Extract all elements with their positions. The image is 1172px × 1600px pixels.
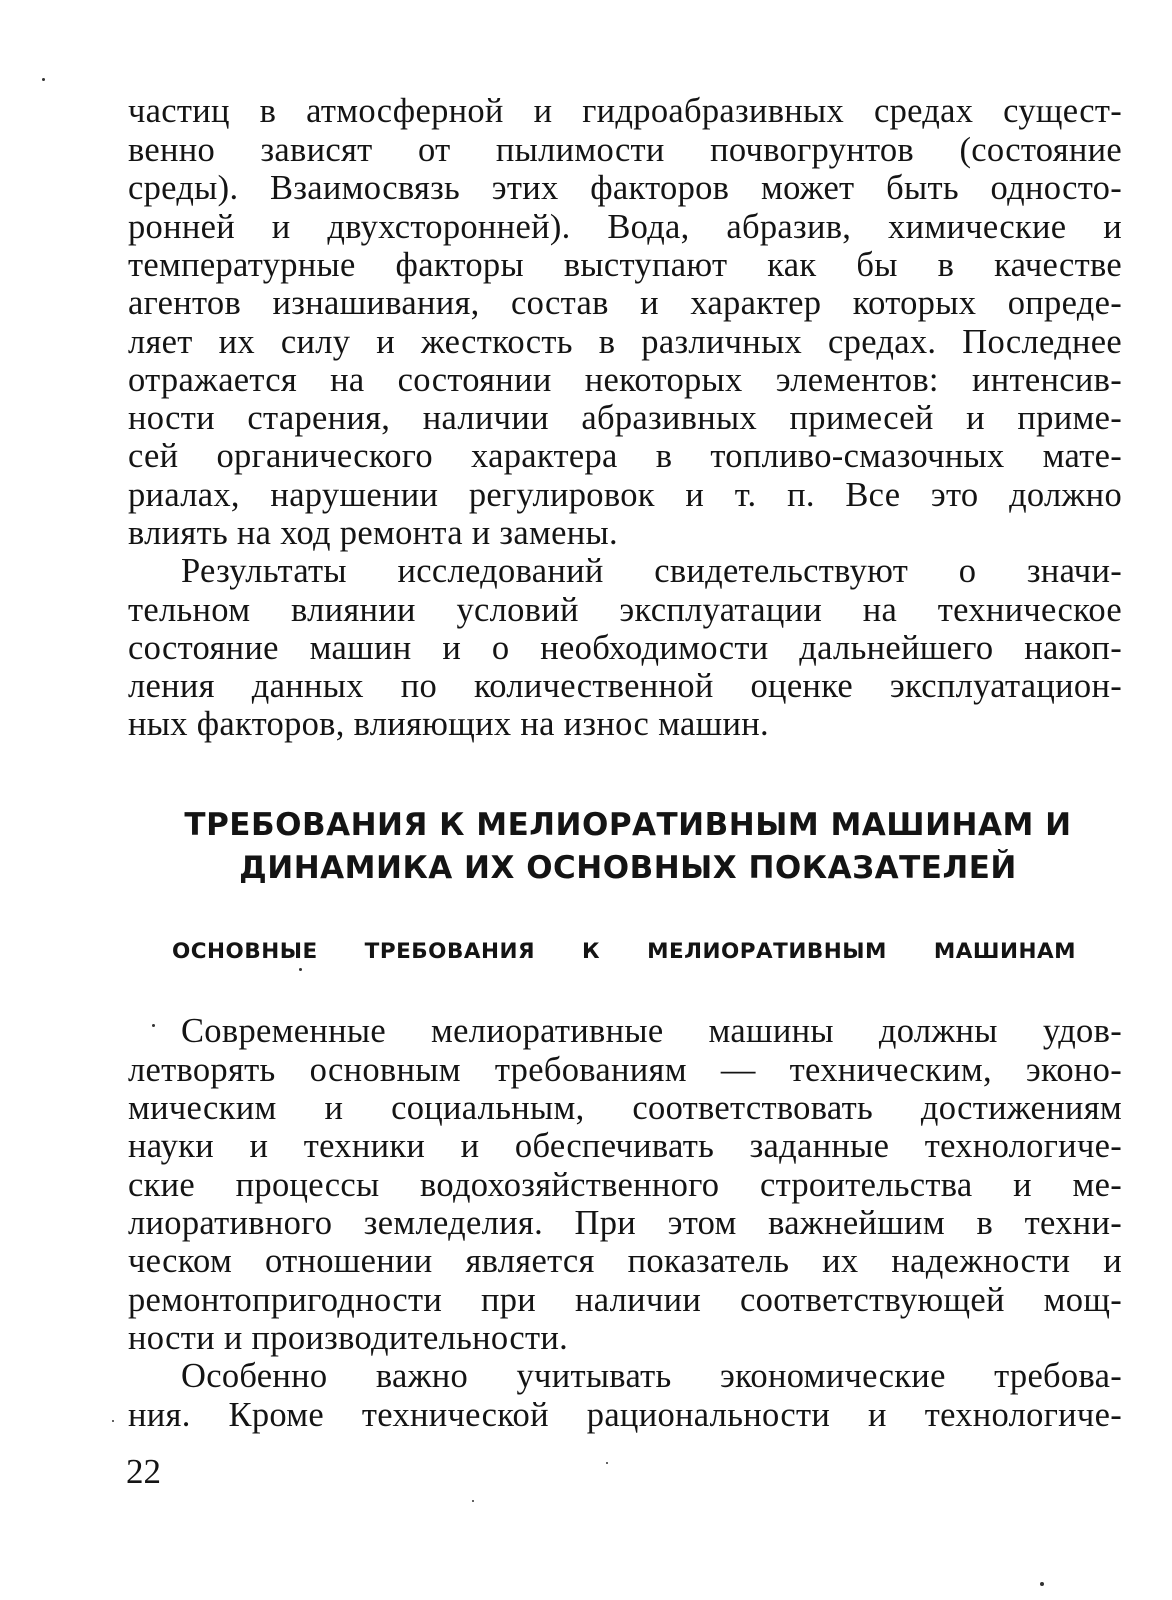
subsection-heading: ОСНОВНЫЕ ТРЕБОВАНИЯ К МЕЛИОРАТИВНЫМ МАШИНАМ (172, 939, 1076, 964)
text-line: ронней и двухсторонней). Вода, абразив, химические и (128, 208, 1122, 246)
text-line: ческом отношении является показатель их надежности и (128, 1242, 1122, 1280)
text-line: венно зависят от пылимости почвогрунтов (состояние (128, 131, 1122, 169)
scan-speck (472, 1500, 474, 1502)
text-line: ремонтопригодности при наличии соответствующей мощ- (128, 1281, 1122, 1319)
scan-speck (42, 78, 45, 81)
text-line: среды). Взаимосвязь этих факторов может быть односто- (128, 169, 1122, 207)
text-line: ния. Кроме технической рациональности и технологиче- (128, 1396, 1122, 1434)
text-line: сей органического характера в топливо-смазочных мате- (128, 437, 1122, 475)
scan-speck (606, 1462, 608, 1464)
text-line: ские процессы водохозяйственного строительства и ме- (128, 1166, 1122, 1204)
text-line: состояние машин и о необходимости дальнейшего накоп- (128, 629, 1122, 667)
text-line: Особенно важно учитывать экономические требова- (181, 1357, 1122, 1395)
text-line: ности и производительности. (128, 1319, 569, 1357)
text-line: тельном влиянии условий эксплуатации на техническое (128, 591, 1122, 629)
text-line: влиять на ход ремонта и замены. (128, 514, 618, 552)
text-line: ления данных по количественной оценке эксплуатацион- (128, 667, 1122, 705)
scan-speck (299, 968, 302, 971)
text-line: температурные факторы выступают как бы в качестве (128, 246, 1122, 284)
text-line: отражается на состоянии некоторых элементов: интенсив- (128, 361, 1122, 399)
text-line: науки и техники и обеспечивать заданные технологиче- (128, 1127, 1122, 1165)
text-line: лиоративного земледелия. При этом важнейшим в техни- (128, 1204, 1122, 1242)
text-line: летворять основным требованиям — техническим, эконо- (128, 1051, 1122, 1089)
section-heading-line-2: ДИНАМИКА ИХ ОСНОВНЫХ ПОКАЗАТЕЛЕЙ (239, 850, 1017, 886)
text-line: ных факторов, влияющих на износ машин. (128, 705, 769, 743)
text-line: Современные мелиоративные машины должны удов- (181, 1012, 1122, 1050)
text-line: мическим и социальным, соответствовать достижениям (128, 1089, 1122, 1127)
text-line: ляет их силу и жесткость в различных средах. Последнее (128, 323, 1122, 361)
text-line: Результаты исследований свидетельствуют о значи- (181, 552, 1122, 590)
scan-speck (112, 1420, 114, 1422)
text-line: ности старения, наличии абразивных примесей и приме- (128, 399, 1122, 437)
text-line: риалах, нарушении регулировок и т. п. Все это должно (128, 476, 1122, 514)
text-line: агентов изнашивания, состав и характер которых опреде- (128, 284, 1122, 322)
scan-speck (152, 1024, 155, 1027)
text-line: частиц в атмосферной и гидроабразивных средах сущест- (128, 92, 1122, 130)
page-number: 22 (126, 1452, 161, 1491)
section-heading-line-1: ТРЕБОВАНИЯ К МЕЛИОРАТИВНЫМ МАШИНАМ И (184, 807, 1072, 843)
scan-speck (1040, 1582, 1044, 1586)
